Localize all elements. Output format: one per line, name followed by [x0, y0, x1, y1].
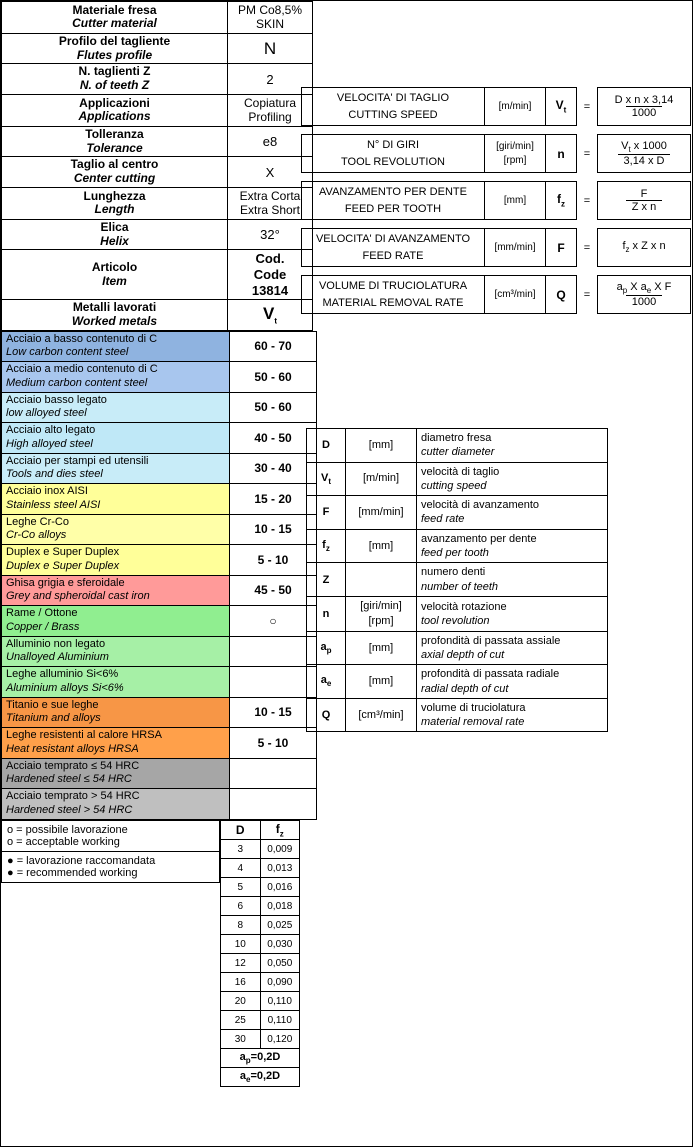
diameter-feed-table: [220, 820, 300, 1087]
dfz-feed: 0,110: [260, 1011, 300, 1030]
dfz-header-d: D: [221, 820, 261, 839]
definition-description: velocità di avanzamento feed rate: [417, 496, 608, 530]
material-vt-value: 15 - 20: [230, 484, 317, 515]
formula-expression: $a_p$ X $a_e$ X F 1000: [598, 276, 691, 314]
definition-symbol: Z: [307, 563, 346, 597]
formula-row: [302, 229, 691, 267]
formula-spacer: [302, 126, 691, 135]
definition-row: [307, 462, 608, 496]
spec-value: e8: [228, 126, 313, 157]
formula-name: VELOCITA' DI AVANZAMENTO FEED RATE: [302, 229, 485, 267]
dfz-diameter: 4: [221, 859, 261, 878]
dfz-feed: 0,120: [260, 1030, 300, 1049]
formula-name: VOLUME DI TRUCIOLATURA MATERIAL REMOVAL RATE: [302, 276, 485, 314]
dfz-header-fz: $f_z$: [260, 820, 300, 839]
definition-symbol: $f_z$: [307, 529, 346, 563]
material-name: Leghe resistenti al calore HRSA Heat resistant alloys HRSA: [2, 728, 230, 759]
material-row: [2, 667, 317, 698]
spec-row: [2, 2, 313, 34]
material-name: Alluminio non legato Unalloyed Aluminium: [2, 636, 230, 667]
material-vt-value: [230, 758, 317, 789]
dfz-diameter: 12: [221, 954, 261, 973]
formula-name: N° DI GIRI TOOL REVOLUTION: [302, 135, 485, 173]
material-vt-value: 5 - 10: [230, 728, 317, 759]
material-row: [2, 331, 317, 362]
dfz-diameter: 10: [221, 935, 261, 954]
spec-value: 2: [228, 64, 313, 95]
spec-row: [2, 94, 313, 126]
dfz-row: [221, 992, 300, 1011]
spec-row: [2, 157, 313, 188]
definition-unit: [giri/min] [rpm]: [346, 596, 417, 631]
definition-row: [307, 429, 608, 463]
dfz-diameter: 3: [221, 840, 261, 859]
material-name: Rame / Ottone Copper / Brass: [2, 606, 230, 637]
material-name: Acciaio a medio contenuto di C Medium carbon content steel: [2, 362, 230, 393]
formula-spacer: [302, 173, 691, 182]
material-name: Acciaio alto legato High alloyed steel: [2, 423, 230, 454]
dfz-feed: 0,090: [260, 973, 300, 992]
spec-label: N. taglienti Z N. of teeth Z: [2, 64, 228, 95]
dfz-row: [221, 1011, 300, 1030]
legend-text: ● = lavorazione raccomandata ● = recommended working: [2, 851, 220, 882]
definition-unit: [mm]: [346, 631, 417, 665]
formula-unit: [giri/min] [rpm]: [485, 135, 546, 173]
material-row: [2, 636, 317, 667]
spec-value: Copiatura Profiling: [228, 94, 313, 126]
dfz-row: [221, 916, 300, 935]
definition-symbol: D: [307, 429, 346, 463]
material-row: [2, 758, 317, 789]
formula-row: [302, 135, 691, 173]
spec-value: Extra Corta Extra Short: [228, 187, 313, 219]
spec-label: Taglio al centro Center cutting: [2, 157, 228, 188]
material-row: [2, 789, 317, 820]
spec-label: Lunghezza Length: [2, 187, 228, 219]
material-vt-value: 50 - 60: [230, 362, 317, 393]
material-row: [2, 728, 317, 759]
definition-description: diametro fresa cutter diameter: [417, 429, 608, 463]
definition-symbol: Q: [307, 698, 346, 732]
dfz-row: [221, 1030, 300, 1049]
spec-value: $V_t$: [228, 300, 313, 331]
definition-description: velocità rotazione tool revolution: [417, 596, 608, 631]
material-name: Ghisa grigia e sferoidale Grey and spheroidal cast iron: [2, 575, 230, 606]
symbol-definitions-table: [306, 428, 608, 732]
material-vt-value: ○: [230, 606, 317, 637]
spec-value: PM Co8,5% SKIN: [228, 2, 313, 34]
left-column: [1, 1, 303, 1085]
material-vt-value: 60 - 70: [230, 331, 317, 362]
material-row: [2, 575, 317, 606]
formula-spacer: [302, 267, 691, 276]
formula-name: VELOCITA' DI TAGLIO CUTTING SPEED: [302, 88, 485, 126]
definition-row: [307, 665, 608, 699]
definition-row: [307, 563, 608, 597]
formula-row: [302, 88, 691, 126]
material-row: [2, 392, 317, 423]
formula-unit: [cm³/min]: [485, 276, 546, 314]
formula-expression: $V_t$ x 1000 3,14 x D: [598, 135, 691, 173]
definition-unit: [mm/min]: [346, 496, 417, 530]
material-row: [2, 423, 317, 454]
dfz-diameter: 6: [221, 897, 261, 916]
dfz-feed: 0,030: [260, 935, 300, 954]
definition-row: [307, 631, 608, 665]
spec-row: [2, 187, 313, 219]
definition-symbol: n: [307, 596, 346, 631]
spec-label: Applicazioni Applications: [2, 94, 228, 126]
dfz-diameter: 8: [221, 916, 261, 935]
definition-description: velocità di taglio cutting speed: [417, 462, 608, 496]
definition-unit: [mm]: [346, 665, 417, 699]
material-row: [2, 362, 317, 393]
formulas-column: [301, 87, 693, 314]
definition-unit: [m/min]: [346, 462, 417, 496]
definition-unit: [mm]: [346, 429, 417, 463]
legend-and-dfz: [1, 820, 300, 1085]
formula-equals: =: [583, 147, 591, 160]
formula-unit: [mm]: [485, 182, 546, 220]
definition-description: profondità di passata radiale radial depth of cut: [417, 665, 608, 699]
dfz-row: [221, 878, 300, 897]
material-name: Leghe alluminio Si<6% Aluminium alloys Si<6%: [2, 667, 230, 698]
definition-row: [307, 596, 608, 631]
material-name: Leghe Cr-Co Cr-Co alloys: [2, 514, 230, 545]
dfz-footer-row: [221, 1068, 300, 1087]
dfz-footer-value: $a_p=0,2D$: [221, 1049, 300, 1068]
formula-equals: =: [583, 194, 591, 207]
formula-symbol: $f_z$: [546, 182, 577, 220]
formulas-table: [301, 87, 691, 314]
spec-row: [2, 250, 313, 300]
material-row: [2, 606, 317, 637]
spec-label: Articolo Item: [2, 250, 228, 300]
dfz-row: [221, 973, 300, 992]
material-vt-value: [230, 789, 317, 820]
legend-row: [2, 820, 220, 851]
formula-equals: =: [583, 288, 591, 301]
dfz-footer-row: [221, 1049, 300, 1068]
dfz-feed: 0,025: [260, 916, 300, 935]
dfz-feed: 0,009: [260, 840, 300, 859]
definition-row: [307, 496, 608, 530]
dfz-row: [221, 840, 300, 859]
material-row: [2, 514, 317, 545]
material-name: Titanio e sue leghe Titanium and alloys: [2, 697, 230, 728]
formula-spacer: [302, 220, 691, 229]
cutter-spec-table: [1, 1, 313, 331]
spec-label: Metalli lavorati Worked metals: [2, 300, 228, 331]
spec-row: [2, 33, 313, 64]
material-vt-value: [230, 636, 317, 667]
dfz-feed: 0,016: [260, 878, 300, 897]
spec-label: Elica Helix: [2, 219, 228, 250]
definition-unit: [mm]: [346, 529, 417, 563]
definition-symbol: $V_t$: [307, 462, 346, 496]
formula-symbol: Q: [546, 276, 577, 314]
material-row: [2, 453, 317, 484]
dfz-footer-value: $a_e=0,2D$: [221, 1068, 300, 1087]
spec-label: Tolleranza Tolerance: [2, 126, 228, 157]
dfz-feed: 0,013: [260, 859, 300, 878]
dfz-diameter: 25: [221, 1011, 261, 1030]
dfz-diameter: 30: [221, 1030, 261, 1049]
material-name: Acciaio temprato > 54 HRC Hardened steel > 54 HRC: [2, 789, 230, 820]
dfz-feed: 0,110: [260, 992, 300, 1011]
material-row: [2, 545, 317, 576]
formula-expression: F Z x n: [598, 182, 691, 220]
worked-materials-table: [1, 331, 317, 820]
spec-value: 32°: [228, 219, 313, 250]
material-vt-value: 50 - 60: [230, 392, 317, 423]
spec-row: [2, 300, 313, 331]
spec-value: X: [228, 157, 313, 188]
spec-label: Profilo del tagliente Flutes profile: [2, 33, 228, 64]
material-row: [2, 484, 317, 515]
formula-equals: =: [583, 241, 591, 254]
dfz-diameter: 20: [221, 992, 261, 1011]
spec-label: Materiale fresa Cutter material: [2, 2, 228, 34]
dfz-diameter: 5: [221, 878, 261, 897]
material-vt-value: [230, 667, 317, 698]
material-row: [2, 697, 317, 728]
definition-symbol: F: [307, 496, 346, 530]
definition-symbol: $a_e$: [307, 665, 346, 699]
formula-expression: D x n x 3,14 1000: [598, 88, 691, 126]
material-vt-value: 40 - 50: [230, 423, 317, 454]
dfz-row: [221, 954, 300, 973]
definition-unit: [346, 563, 417, 597]
definition-symbol: $a_p$: [307, 631, 346, 665]
formula-expression: $f_z$ x Z x n: [598, 229, 691, 267]
legend-table: [1, 820, 220, 883]
material-vt-value: 30 - 40: [230, 453, 317, 484]
material-name: Acciaio a basso contenuto di C Low carbon content steel: [2, 331, 230, 362]
material-name: Acciaio basso legato low alloyed steel: [2, 392, 230, 423]
spec-value: Cod. Code 13814: [228, 250, 313, 300]
material-vt-value: 5 - 10: [230, 545, 317, 576]
spec-row: [2, 64, 313, 95]
dfz-feed: 0,018: [260, 897, 300, 916]
dfz-header-row: [221, 820, 300, 839]
formula-symbol: F: [546, 229, 577, 267]
formula-name: AVANZAMENTO PER DENTE FEED PER TOOTH: [302, 182, 485, 220]
definition-row: [307, 529, 608, 563]
material-name: Acciaio per stampi ed utensili Tools and dies steel: [2, 453, 230, 484]
legend-text: o = possibile lavorazione o = acceptable working: [2, 820, 220, 851]
formula-row: [302, 182, 691, 220]
formula-symbol: n: [546, 135, 577, 173]
material-vt-value: 10 - 15: [230, 697, 317, 728]
spec-row: [2, 126, 313, 157]
formula-unit: [m/min]: [485, 88, 546, 126]
definition-description: numero denti number of teeth: [417, 563, 608, 597]
dfz-row: [221, 897, 300, 916]
formula-row: [302, 276, 691, 314]
legend-row: [2, 851, 220, 882]
definition-description: avanzamento per dente feed per tooth: [417, 529, 608, 563]
dfz-diameter: 16: [221, 973, 261, 992]
material-vt-value: 10 - 15: [230, 514, 317, 545]
definition-row: [307, 698, 608, 732]
spec-row: [2, 219, 313, 250]
definition-description: profondità di passata assiale axial depth of cut: [417, 631, 608, 665]
definition-description: volume di truciolatura material removal rate: [417, 698, 608, 732]
material-name: Acciaio inox AISI Stainless steel AISI: [2, 484, 230, 515]
dfz-feed: 0,050: [260, 954, 300, 973]
material-name: Duplex e Super Duplex Duplex e Super Duplex: [2, 545, 230, 576]
spec-value: N: [228, 33, 313, 64]
formula-unit: [mm/min]: [485, 229, 546, 267]
material-name: Acciaio temprato ≤ 54 HRC Hardened steel ≤ 54 HRC: [2, 758, 230, 789]
dfz-row: [221, 935, 300, 954]
material-vt-value: 45 - 50: [230, 575, 317, 606]
formula-equals: =: [583, 100, 591, 113]
dfz-row: [221, 859, 300, 878]
definition-unit: [cm³/min]: [346, 698, 417, 732]
formula-symbol: $V_t$: [546, 88, 577, 126]
